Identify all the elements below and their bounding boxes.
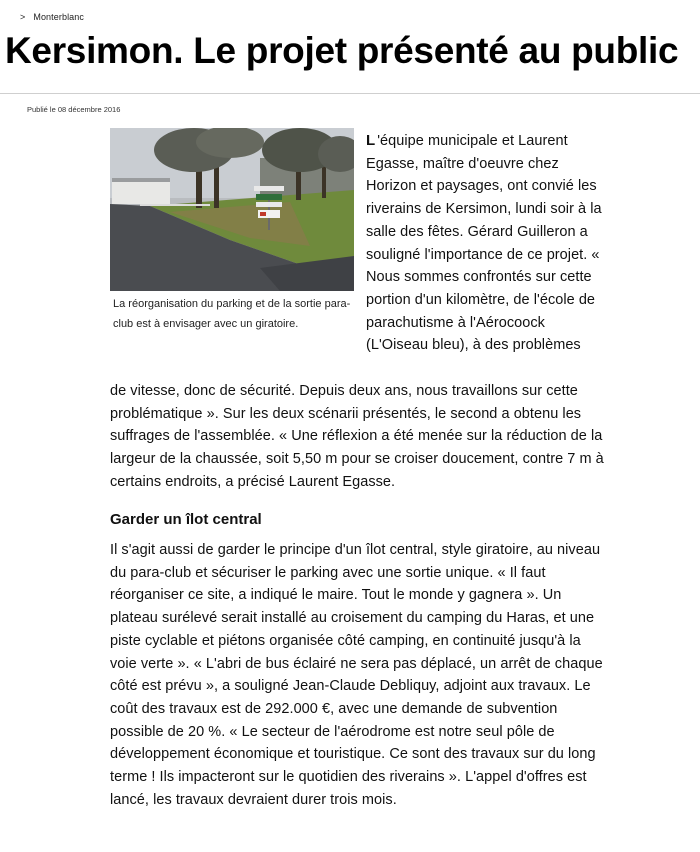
section-subheading: Garder un îlot central (110, 511, 262, 528)
body-paragraph: Il s'agit aussi de garder le principe d'un îlot central, style giratoire, au niveau du para-club et sécuriser le parking avec une sortie unique. « Il faut réorganiser ce site, a indiqué le maire. Tout le monde y gagnera ». Un plateau surélevé serait installé au croisement du camping du Haras, et une piste cyclable et piétons organisée côté camping, en continuité jusqu'à la voie verte ». « L'abri de bus éclairé ne sera pas déplacé, un arrêt de chaque côté est prévu », a souligné Jean-Claude Debliquy, adjoint aux travaux. Le coût des travaux est de 292.000 €, avec une demande de subvention possible de 20 %. « Le secteur de l'aérodrome est notre seul pôle de développement économique et touristique. Ce sont des travaux sur du long terme ! Ils impacteront sur le quotidien des riverains ». L'appel d'offres est lancé, les travaux devraient durer trois mois. (110, 542, 603, 808)
lead-paragraph-continued: de vitesse, donc de sécurité. Depuis deux ans, nous travaillons sur cette problématique ». Sur les deux scénarii présentés, le second a obtenu les suffrages de l'assemblée. « Une réflexion a été menée sur la réduction de la largeur de la chaussée, soit 5,50 m pour se croiser doucement, contre 7 m à certains endroits, a précisé Laurent Egasse. (110, 383, 604, 490)
lead-text: 'équipe municipale et Laurent Egasse, maître d'oeuvre chez Horizon et paysages, ont convié les riverains de Kersimon, lundi soir à la salle des fêtes. Gérard Guilleron a souligné l'importance de ce projet. « Nous sommes confrontés sur cette portion d'un kilomètre, de l'école de parachutisme à l'Aérocoock (L'Oiseau bleu), à des problèmes (366, 133, 602, 354)
photo-caption: La réorganisation du parking et de la sortie para-club est à envisager avec un giratoire. (113, 298, 351, 330)
breadcrumb (20, 12, 84, 22)
article-photo[interactable] (110, 128, 354, 291)
article-figure (110, 128, 354, 334)
lead-paragraph (366, 130, 606, 357)
photo-illustration (110, 128, 354, 291)
breadcrumb-separator: > (20, 12, 26, 22)
breadcrumb-link-monterblanc[interactable]: Monterblanc (33, 12, 84, 22)
title-divider (0, 93, 700, 94)
publish-date: Publié le 08 décembre 2016 (27, 105, 121, 114)
article-title: Kersimon. Le projet présenté au public (5, 30, 679, 71)
lead-dropcap: L (366, 132, 376, 149)
